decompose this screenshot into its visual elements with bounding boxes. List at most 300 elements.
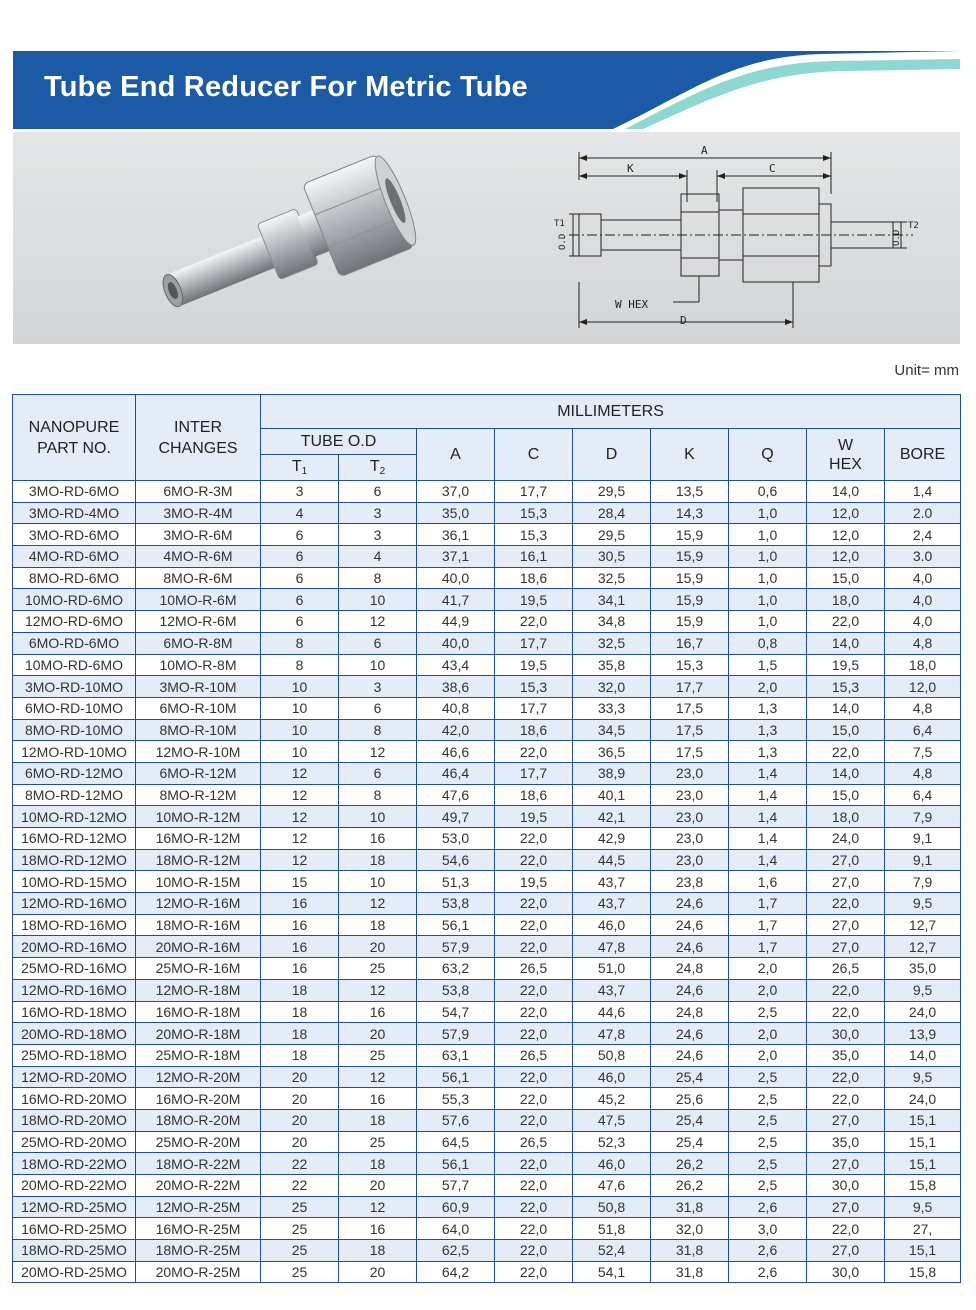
cell-bore: 4,8 — [885, 632, 961, 654]
cell-k: 15,9 — [651, 567, 729, 589]
cell-d: 43,7 — [573, 871, 651, 893]
table-row — [13, 1261, 961, 1283]
cell-q: 1,0 — [729, 567, 807, 589]
cell-a: 53,8 — [417, 979, 495, 1001]
cell-q: 1,0 — [729, 502, 807, 524]
cell-bore: 15,1 — [885, 1240, 961, 1262]
cell-w-hex: 27,0 — [807, 1196, 885, 1218]
product-illustration-panel — [13, 132, 960, 344]
cell-d: 42,1 — [573, 806, 651, 828]
cell-k: 23,0 — [651, 784, 729, 806]
cell-part-no: 12MO-RD-20MO — [13, 1066, 136, 1088]
cell-d: 51,8 — [573, 1218, 651, 1240]
cell-t2: 20 — [339, 1023, 417, 1045]
cell-a: 41,7 — [417, 589, 495, 611]
cell-interchange: 12MO-R-16M — [136, 893, 261, 915]
cell-d: 32,5 — [573, 567, 651, 589]
cell-part-no: 20MO-RD-22MO — [13, 1175, 136, 1197]
cell-q: 1,3 — [729, 719, 807, 741]
cell-bore: 12,7 — [885, 914, 961, 936]
cell-part-no: 12MO-RD-25MO — [13, 1196, 136, 1218]
table-row — [13, 1218, 961, 1240]
cell-d: 43,7 — [573, 893, 651, 915]
cell-q: 1,0 — [729, 611, 807, 633]
cell-interchange: 20MO-R-16M — [136, 936, 261, 958]
cell-t1: 4 — [261, 502, 339, 524]
cell-q: 1,0 — [729, 524, 807, 546]
cell-a: 36,1 — [417, 524, 495, 546]
cell-k: 17,7 — [651, 676, 729, 698]
cell-bore: 15,8 — [885, 1261, 961, 1283]
table-row — [13, 1196, 961, 1218]
cell-d: 29,5 — [573, 524, 651, 546]
cell-part-no: 25MO-RD-18MO — [13, 1044, 136, 1066]
cell-part-no: 12MO-RD-16MO — [13, 893, 136, 915]
cell-k: 23,0 — [651, 849, 729, 871]
table-row — [13, 1066, 961, 1088]
cell-bore: 7,9 — [885, 871, 961, 893]
cell-k: 15,9 — [651, 589, 729, 611]
cell-k: 15,9 — [651, 611, 729, 633]
cell-c: 22,0 — [495, 1109, 573, 1131]
cell-t2: 16 — [339, 1218, 417, 1240]
cell-t2: 18 — [339, 1109, 417, 1131]
cell-t1: 6 — [261, 611, 339, 633]
cell-bore: 9,1 — [885, 849, 961, 871]
cell-w-hex: 22,0 — [807, 979, 885, 1001]
cell-c: 22,0 — [495, 1218, 573, 1240]
cell-c: 22,0 — [495, 741, 573, 763]
table-row — [13, 784, 961, 806]
cell-interchange: 6MO-R-8M — [136, 632, 261, 654]
cell-part-no: 25MO-RD-16MO — [13, 958, 136, 980]
cell-d: 32,0 — [573, 676, 651, 698]
cell-k: 24,8 — [651, 958, 729, 980]
cell-interchange: 25MO-R-16M — [136, 958, 261, 980]
cell-t1: 8 — [261, 654, 339, 676]
dim-label-t2: T2 — [908, 221, 919, 231]
cell-interchange: 18MO-R-25M — [136, 1240, 261, 1262]
cell-w-hex: 22,0 — [807, 893, 885, 915]
cell-interchange: 10MO-R-6M — [136, 589, 261, 611]
cell-t2: 10 — [339, 589, 417, 611]
dim-label-od-right: O.D — [892, 229, 902, 246]
cell-t1: 18 — [261, 1044, 339, 1066]
cell-bore: 24,0 — [885, 1001, 961, 1023]
cell-q: 1,5 — [729, 654, 807, 676]
cell-part-no: 18MO-RD-25MO — [13, 1240, 136, 1262]
cell-c: 17,7 — [495, 697, 573, 719]
cell-interchange: 16MO-R-18M — [136, 1001, 261, 1023]
cell-bore: 9,5 — [885, 1196, 961, 1218]
cell-c: 22,0 — [495, 849, 573, 871]
header-t1-sub: 1 — [301, 466, 308, 477]
cell-t2: 6 — [339, 632, 417, 654]
cell-q: 2,0 — [729, 676, 807, 698]
cell-k: 17,5 — [651, 719, 729, 741]
cell-interchange: 6MO-R-12M — [136, 762, 261, 784]
cell-w-hex: 19,5 — [807, 654, 885, 676]
cell-w-hex: 12,0 — [807, 546, 885, 568]
cell-c: 19,5 — [495, 871, 573, 893]
cell-t1: 20 — [261, 1131, 339, 1153]
page-title: Tube End Reducer For Metric Tube — [44, 71, 528, 103]
table-body — [13, 481, 961, 1283]
cell-k: 14,3 — [651, 502, 729, 524]
header-w-hex — [807, 429, 885, 481]
cell-q: 1,4 — [729, 828, 807, 850]
cell-t2: 20 — [339, 1261, 417, 1283]
cell-t1: 12 — [261, 784, 339, 806]
cell-interchange: 18MO-R-16M — [136, 914, 261, 936]
table-row — [13, 1240, 961, 1262]
cell-bore: 12,0 — [885, 676, 961, 698]
table-row — [13, 697, 961, 719]
cell-d: 28,4 — [573, 502, 651, 524]
cell-t2: 6 — [339, 762, 417, 784]
header-q: Q — [729, 429, 807, 481]
cell-q: 2,5 — [729, 1109, 807, 1131]
cell-a: 51,3 — [417, 871, 495, 893]
cell-q: 1,4 — [729, 784, 807, 806]
cell-part-no: 16MO-RD-12MO — [13, 828, 136, 850]
cell-d: 47,8 — [573, 1023, 651, 1045]
cell-t2: 12 — [339, 893, 417, 915]
cell-part-no: 8MO-RD-12MO — [13, 784, 136, 806]
cell-c: 22,0 — [495, 1240, 573, 1262]
cell-k: 23,0 — [651, 806, 729, 828]
cell-bore: 18,0 — [885, 654, 961, 676]
header-t2-sub: 2 — [379, 466, 386, 477]
cell-t1: 16 — [261, 936, 339, 958]
cell-c: 22,0 — [495, 1261, 573, 1283]
cell-w-hex: 18,0 — [807, 589, 885, 611]
cell-bore: 9,1 — [885, 828, 961, 850]
cell-d: 45,2 — [573, 1088, 651, 1110]
spec-table — [12, 394, 961, 1283]
cell-t2: 20 — [339, 1175, 417, 1197]
cell-w-hex: 22,0 — [807, 1066, 885, 1088]
cell-k: 25,6 — [651, 1088, 729, 1110]
header-d: D — [573, 429, 651, 481]
cell-c: 22,0 — [495, 914, 573, 936]
table-row — [13, 611, 961, 633]
dimension-drawing — [13, 132, 960, 344]
table-row — [13, 1175, 961, 1197]
cell-a: 57,9 — [417, 936, 495, 958]
cell-k: 23,0 — [651, 762, 729, 784]
cell-t1: 6 — [261, 546, 339, 568]
cell-t1: 12 — [261, 828, 339, 850]
table-row — [13, 806, 961, 828]
cell-part-no: 6MO-RD-10MO — [13, 697, 136, 719]
table-row — [13, 936, 961, 958]
cell-bore: 15,1 — [885, 1109, 961, 1131]
cell-part-no: 10MO-RD-6MO — [13, 589, 136, 611]
cell-k: 24,6 — [651, 1023, 729, 1045]
cell-q: 2,5 — [729, 1153, 807, 1175]
cell-bore: 6,4 — [885, 784, 961, 806]
cell-c: 22,0 — [495, 979, 573, 1001]
cell-a: 62,5 — [417, 1240, 495, 1262]
table-row — [13, 1109, 961, 1131]
cell-q: 2,5 — [729, 1088, 807, 1110]
cell-c: 18,6 — [495, 719, 573, 741]
cell-t1: 18 — [261, 1023, 339, 1045]
cell-t1: 10 — [261, 697, 339, 719]
cell-t1: 12 — [261, 849, 339, 871]
cell-d: 44,6 — [573, 1001, 651, 1023]
cell-k: 24,6 — [651, 936, 729, 958]
cell-t2: 12 — [339, 741, 417, 763]
cell-part-no: 18MO-RD-16MO — [13, 914, 136, 936]
header-t2-letter: T — [369, 458, 380, 475]
cell-q: 2,5 — [729, 1175, 807, 1197]
cell-t1: 25 — [261, 1261, 339, 1283]
cell-q: 1,7 — [729, 914, 807, 936]
cell-d: 46,0 — [573, 1153, 651, 1175]
cell-q: 1,3 — [729, 697, 807, 719]
cell-q: 1,7 — [729, 936, 807, 958]
cell-a: 46,4 — [417, 762, 495, 784]
cell-k: 15,9 — [651, 524, 729, 546]
cell-d: 44,5 — [573, 849, 651, 871]
cell-k: 23,0 — [651, 828, 729, 850]
cell-interchange: 20MO-R-18M — [136, 1023, 261, 1045]
table-row — [13, 567, 961, 589]
cell-bore: 4,0 — [885, 611, 961, 633]
cell-d: 34,8 — [573, 611, 651, 633]
title-banner — [13, 51, 960, 129]
cell-q: 2,0 — [729, 1023, 807, 1045]
cell-part-no: 12MO-RD-16MO — [13, 979, 136, 1001]
cell-a: 46,6 — [417, 741, 495, 763]
cell-c: 19,5 — [495, 806, 573, 828]
cell-k: 25,4 — [651, 1066, 729, 1088]
cell-a: 56,1 — [417, 1153, 495, 1175]
cell-w-hex: 14,0 — [807, 632, 885, 654]
cell-q: 0,8 — [729, 632, 807, 654]
cell-bore: 9,5 — [885, 979, 961, 1001]
cell-k: 24,6 — [651, 893, 729, 915]
cell-t2: 16 — [339, 828, 417, 850]
table-row — [13, 481, 961, 503]
cell-interchange: 16MO-R-12M — [136, 828, 261, 850]
cell-a: 56,1 — [417, 914, 495, 936]
cell-c: 22,0 — [495, 1175, 573, 1197]
cell-a: 64,5 — [417, 1131, 495, 1153]
cell-d: 51,0 — [573, 958, 651, 980]
cell-k: 25,4 — [651, 1131, 729, 1153]
table-row — [13, 502, 961, 524]
cell-interchange: 3MO-R-6M — [136, 524, 261, 546]
cell-interchange: 8MO-R-12M — [136, 784, 261, 806]
cell-d: 42,9 — [573, 828, 651, 850]
unit-label: Unit= mm — [894, 362, 959, 379]
cell-c: 22,0 — [495, 1066, 573, 1088]
cell-c: 22,0 — [495, 1023, 573, 1045]
table-row — [13, 1153, 961, 1175]
cell-q: 1,7 — [729, 893, 807, 915]
cell-t1: 6 — [261, 567, 339, 589]
cell-a: 64,0 — [417, 1218, 495, 1240]
cell-t1: 20 — [261, 1066, 339, 1088]
cell-part-no: 6MO-RD-6MO — [13, 632, 136, 654]
cell-t2: 20 — [339, 936, 417, 958]
cell-interchange: 16MO-R-25M — [136, 1218, 261, 1240]
dim-label-c: C — [769, 162, 776, 175]
cell-bore: 15,8 — [885, 1175, 961, 1197]
cell-part-no: 20MO-RD-16MO — [13, 936, 136, 958]
cell-d: 38,9 — [573, 762, 651, 784]
cell-bore: 7,9 — [885, 806, 961, 828]
cell-k: 24,8 — [651, 1001, 729, 1023]
dim-label-a: A — [701, 144, 708, 157]
cell-part-no: 4MO-RD-6MO — [13, 546, 136, 568]
cell-t2: 12 — [339, 1196, 417, 1218]
cell-c: 22,0 — [495, 1001, 573, 1023]
cell-d: 34,1 — [573, 589, 651, 611]
cell-t1: 12 — [261, 762, 339, 784]
cell-t2: 4 — [339, 546, 417, 568]
cell-t1: 10 — [261, 676, 339, 698]
cell-w-hex: 30,0 — [807, 1023, 885, 1045]
cell-part-no: 3MO-RD-4MO — [13, 502, 136, 524]
header-hex: HEX — [829, 455, 862, 473]
table-row — [13, 741, 961, 763]
cell-k: 32,0 — [651, 1218, 729, 1240]
cell-d: 47,8 — [573, 936, 651, 958]
cell-a: 63,2 — [417, 958, 495, 980]
table-row — [13, 524, 961, 546]
cell-t2: 12 — [339, 611, 417, 633]
cell-t2: 25 — [339, 958, 417, 980]
cell-k: 17,5 — [651, 741, 729, 763]
cell-a: 55,3 — [417, 1088, 495, 1110]
cell-c: 22,0 — [495, 1196, 573, 1218]
cell-w-hex: 26,5 — [807, 958, 885, 980]
cell-t1: 16 — [261, 914, 339, 936]
cell-c: 17,7 — [495, 481, 573, 503]
cell-interchange: 10MO-R-8M — [136, 654, 261, 676]
cell-c: 22,0 — [495, 1153, 573, 1175]
cell-a: 64,2 — [417, 1261, 495, 1283]
cell-a: 57,9 — [417, 1023, 495, 1045]
table-row — [13, 632, 961, 654]
cell-c: 22,0 — [495, 611, 573, 633]
cell-part-no: 10MO-RD-15MO — [13, 871, 136, 893]
cell-k: 16,7 — [651, 632, 729, 654]
cell-interchange: 12MO-R-18M — [136, 979, 261, 1001]
cell-t2: 6 — [339, 481, 417, 503]
cell-interchange: 20MO-R-22M — [136, 1175, 261, 1197]
cell-part-no: 6MO-RD-12MO — [13, 762, 136, 784]
cell-interchange: 3MO-R-10M — [136, 676, 261, 698]
cell-a: 44,9 — [417, 611, 495, 633]
cell-k: 24,6 — [651, 914, 729, 936]
cell-t2: 3 — [339, 524, 417, 546]
table-row — [13, 1044, 961, 1066]
cell-t2: 12 — [339, 979, 417, 1001]
cell-bore: 9,5 — [885, 1066, 961, 1088]
cell-bore: 13,9 — [885, 1023, 961, 1045]
cell-t1: 6 — [261, 589, 339, 611]
cell-q: 2,5 — [729, 1131, 807, 1153]
cell-bore: 6,4 — [885, 719, 961, 741]
cell-interchange: 18MO-R-22M — [136, 1153, 261, 1175]
cell-q: 3,0 — [729, 1218, 807, 1240]
cell-bore: 4,8 — [885, 762, 961, 784]
cell-d: 52,3 — [573, 1131, 651, 1153]
cell-w-hex: 22,0 — [807, 1001, 885, 1023]
cell-a: 53,8 — [417, 893, 495, 915]
cell-c: 22,0 — [495, 828, 573, 850]
cell-w-hex: 12,0 — [807, 524, 885, 546]
cell-interchange: 12MO-R-20M — [136, 1066, 261, 1088]
cell-w-hex: 18,0 — [807, 806, 885, 828]
cell-c: 26,5 — [495, 1131, 573, 1153]
cell-w-hex: 27,0 — [807, 1109, 885, 1131]
cell-a: 54,6 — [417, 849, 495, 871]
cell-interchange: 25MO-R-18M — [136, 1044, 261, 1066]
cell-part-no: 16MO-RD-25MO — [13, 1218, 136, 1240]
cell-k: 24,6 — [651, 1044, 729, 1066]
cell-t1: 16 — [261, 893, 339, 915]
dim-label-t1: T1 — [554, 219, 565, 229]
cell-a: 60,9 — [417, 1196, 495, 1218]
cell-part-no: 8MO-RD-10MO — [13, 719, 136, 741]
cell-interchange: 18MO-R-20M — [136, 1109, 261, 1131]
cell-k: 24,6 — [651, 979, 729, 1001]
cell-part-no: 20MO-RD-25MO — [13, 1261, 136, 1283]
header-t1 — [261, 455, 339, 481]
cell-interchange: 16MO-R-20M — [136, 1088, 261, 1110]
cell-a: 47,6 — [417, 784, 495, 806]
cell-bore: 14,0 — [885, 1044, 961, 1066]
cell-w-hex: 35,0 — [807, 1044, 885, 1066]
cell-q: 1,6 — [729, 871, 807, 893]
cell-q: 1,3 — [729, 741, 807, 763]
cell-k: 26,2 — [651, 1153, 729, 1175]
table-row — [13, 719, 961, 741]
cell-a: 37,0 — [417, 481, 495, 503]
header-c: C — [495, 429, 573, 481]
cell-part-no: 3MO-RD-6MO — [13, 481, 136, 503]
cell-c: 15,3 — [495, 524, 573, 546]
cell-c: 22,0 — [495, 893, 573, 915]
cell-part-no: 16MO-RD-18MO — [13, 1001, 136, 1023]
table-row — [13, 546, 961, 568]
table-row — [13, 893, 961, 915]
cell-q: 2,6 — [729, 1196, 807, 1218]
table-header — [13, 395, 961, 481]
cell-t2: 10 — [339, 654, 417, 676]
cell-c: 18,6 — [495, 784, 573, 806]
cell-t1: 20 — [261, 1088, 339, 1110]
header-part-no: NANOPURE PART NO. — [13, 395, 136, 481]
cell-k: 17,5 — [651, 697, 729, 719]
cell-q: 1,0 — [729, 546, 807, 568]
cell-c: 17,7 — [495, 632, 573, 654]
table-row — [13, 914, 961, 936]
dim-label-d: D — [680, 314, 687, 327]
cell-d: 35,8 — [573, 654, 651, 676]
cell-part-no: 3MO-RD-6MO — [13, 524, 136, 546]
cell-t1: 16 — [261, 958, 339, 980]
cell-t2: 6 — [339, 697, 417, 719]
cell-w-hex: 27,0 — [807, 914, 885, 936]
cell-q: 0,6 — [729, 481, 807, 503]
